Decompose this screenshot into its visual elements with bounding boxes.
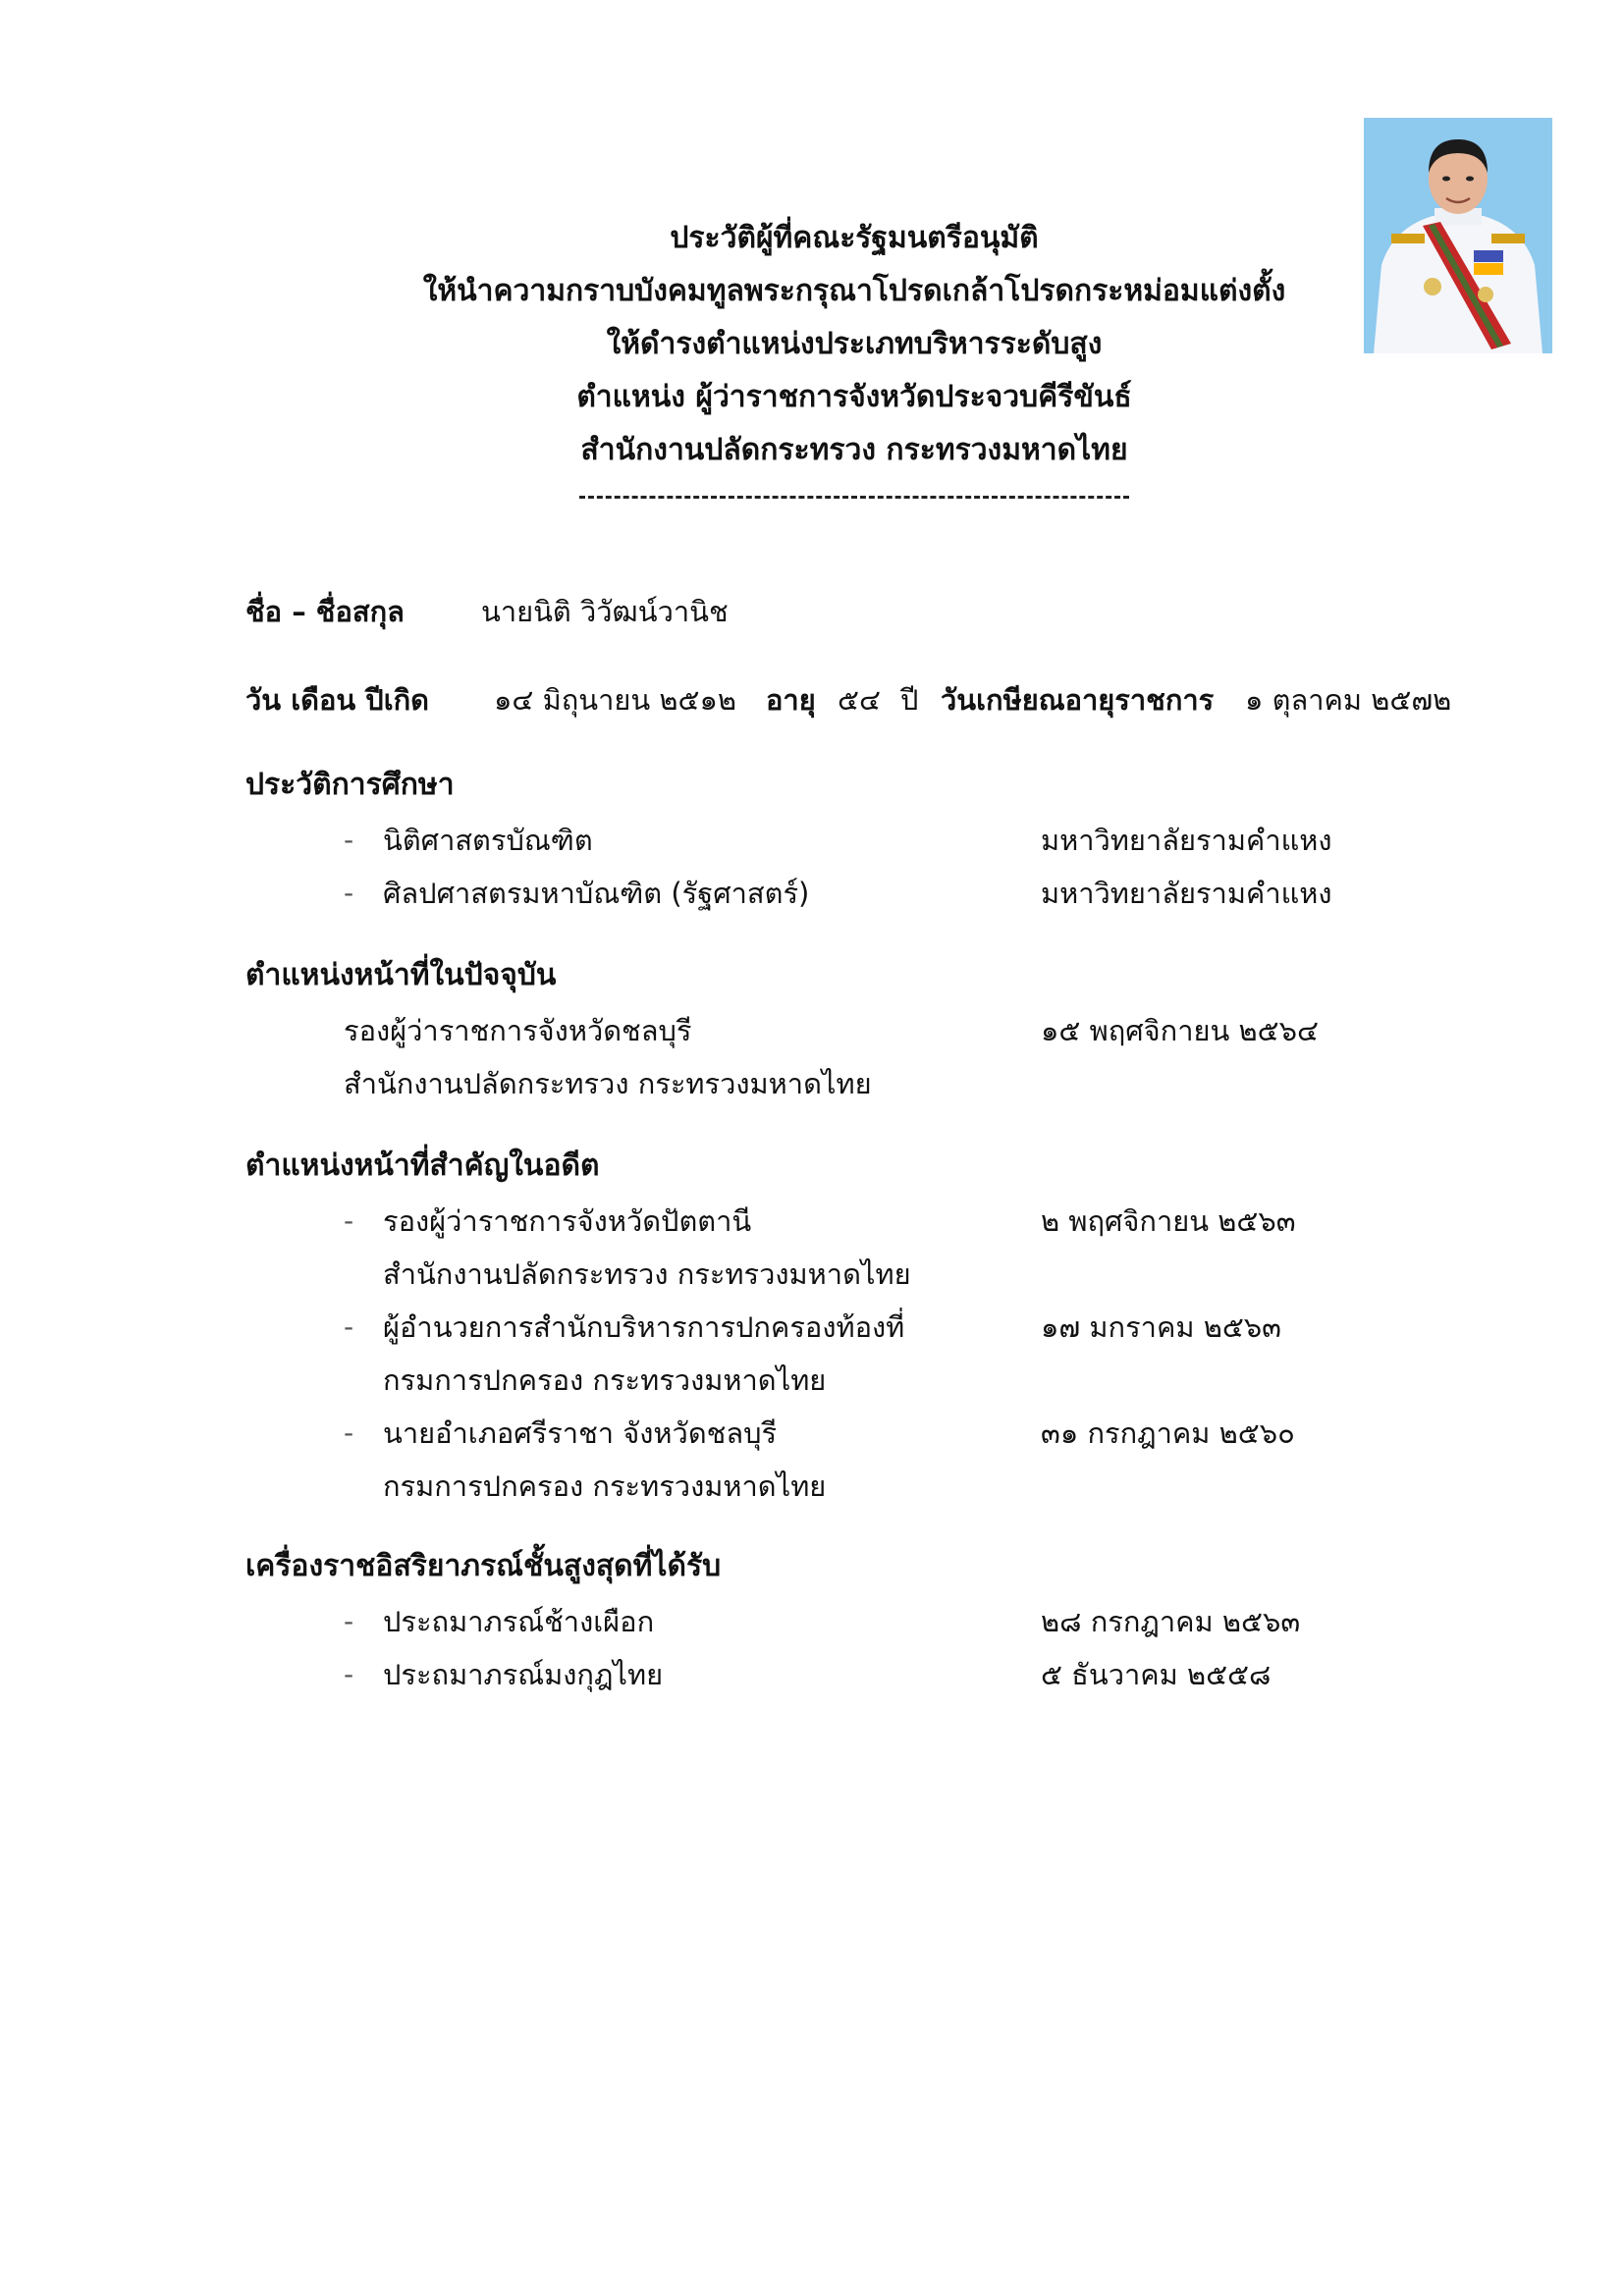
- heading-line-3: ให้ดำรงตำแหน่งประเภทบริหารระดับสูง: [606, 327, 1103, 361]
- name-label: ชื่อ – ชื่อสกุล: [245, 595, 405, 628]
- age-label: อายุ: [766, 683, 816, 717]
- heading-line-2: ให้นำความกราบบังคมทูลพระกรุณาโปรดเกล้าโปรดกระหม่อมแต่งตั้ง: [422, 274, 1286, 308]
- birth-value: ๑๔ มิถุนายน ๒๕๑๒: [494, 683, 736, 717]
- age-unit: ปี: [900, 683, 919, 717]
- list-dash: -: [344, 877, 354, 909]
- decorations-heading: เครื่องราชอิสริยาภรณ์ชั้นสูงสุดที่ได้รับ: [245, 1549, 722, 1583]
- heading-line-1: ประวัติผู้ที่คณะรัฐมนตรีอนุมัติ: [670, 221, 1039, 255]
- decoration-name: ประถมาภรณ์ช้างเผือก: [383, 1605, 655, 1638]
- birth-label: วัน เดือน ปีเกิด: [245, 683, 429, 717]
- past-position-date: ๑๗ มกราคม ๒๕๖๓: [1041, 1310, 1281, 1344]
- past-position-title: ผู้อำนวยการสำนักบริหารการปกครองท้องที่: [383, 1310, 905, 1344]
- past-position-organization: กรมการปกครอง กระทรวงมหาดไทย: [383, 1363, 827, 1397]
- current-position-organization: สำนักงานปลัดกระทรวง กระทรวงมหาดไทย: [344, 1067, 872, 1100]
- education-heading: ประวัติการศึกษา: [245, 768, 455, 802]
- list-dash: -: [344, 1605, 354, 1637]
- education-degree: ศิลปศาสตรมหาบัณฑิต (รัฐศาสตร์): [383, 877, 810, 910]
- current-position-heading: ตำแหน่งหน้าที่ในปัจจุบัน: [245, 958, 557, 992]
- list-dash: -: [344, 1204, 354, 1237]
- past-position-date: ๓๑ กรกฎาคม ๒๕๖๐: [1041, 1416, 1295, 1450]
- list-dash: -: [344, 824, 354, 856]
- decoration-date: ๒๘ กรกฎาคม ๒๕๖๓: [1041, 1605, 1301, 1638]
- decoration-date: ๕ ธันวาคม ๒๕๕๘: [1041, 1658, 1272, 1691]
- past-position-organization: กรมการปกครอง กระทรวงมหาดไทย: [383, 1469, 827, 1503]
- education-institution: มหาวิทยาลัยรามคำแหง: [1041, 877, 1332, 910]
- heading-line-5: สำนักงานปลัดกระทรวง กระทรวงมหาดไทย: [580, 433, 1128, 467]
- heading-line-4: ตำแหน่ง ผู้ว่าราชการจังหวัดประจวบคีรีขันธ์: [576, 380, 1132, 414]
- past-position-organization: สำนักงานปลัดกระทรวง กระทรวงมหาดไทย: [383, 1257, 911, 1291]
- past-position-title: นายอำเภอศรีราชา จังหวัดชลบุรี: [383, 1416, 778, 1450]
- current-position-title: รองผู้ว่าราชการจังหวัดชลบุรี: [344, 1014, 692, 1047]
- past-position-title: รองผู้ว่าราชการจังหวัดปัตตานี: [383, 1204, 752, 1238]
- name-value: นายนิติ วิวัฒน์วานิช: [481, 595, 729, 628]
- list-dash: -: [344, 1310, 354, 1343]
- education-degree: นิติศาสตรบัณฑิต: [383, 824, 593, 857]
- dashed-divider: [579, 496, 1129, 499]
- retire-label: วันเกษียณอายุราชการ: [941, 683, 1215, 717]
- decoration-name: ประถมาภรณ์มงกุฎไทย: [383, 1658, 664, 1691]
- education-institution: มหาวิทยาลัยรามคำแหง: [1041, 824, 1332, 857]
- past-positions-heading: ตำแหน่งหน้าที่สำคัญในอดีต: [245, 1148, 600, 1183]
- list-dash: -: [344, 1416, 354, 1449]
- past-position-date: ๒ พฤศจิกายน ๒๕๖๓: [1041, 1204, 1296, 1238]
- current-position-date: ๑๕ พฤศจิกายน ๒๕๖๔: [1041, 1014, 1319, 1047]
- age-value: ๕๔: [838, 683, 881, 717]
- list-dash: -: [344, 1658, 354, 1690]
- retire-value: ๑ ตุลาคม ๒๕๗๒: [1245, 683, 1452, 717]
